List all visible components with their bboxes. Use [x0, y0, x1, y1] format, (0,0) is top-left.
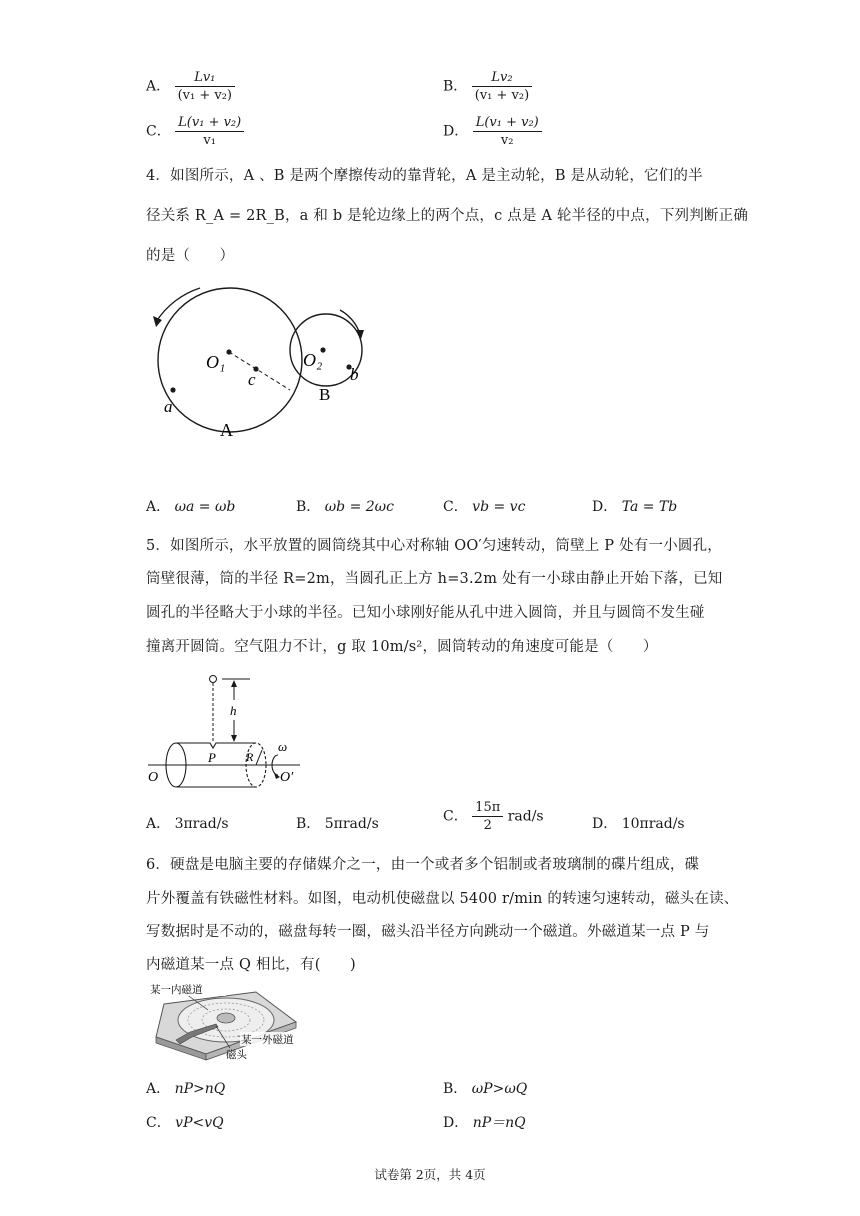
q6-option-a: A． nP>nQ — [146, 1081, 226, 1097]
q5-line3: 圆孔的半径略大于小球的半径。已知小球刚好能从孔中进入圆筒，并且与圆筒不发生碰 — [146, 605, 705, 621]
q6-line3: 写数据时是不动的，磁盘每转一圈，磁头沿半径方向跳动一个磁道。外磁道某一点 P 与 — [146, 924, 710, 940]
label-h: h — [230, 703, 237, 718]
ball — [210, 676, 217, 683]
q4-option-d: D． Ta = Tb — [592, 499, 678, 515]
rotation-arrow-a — [156, 288, 200, 322]
page-footer: 试卷第 2页，共 4页 — [374, 1167, 486, 1182]
q6-line2: 片外覆盖有铁磁性材料。如图，电动机使磁盘以 5400 r/min 的转速匀速转动，磁头在读、 — [146, 891, 739, 907]
q4-option-a: A． ωa = ωb — [146, 499, 236, 515]
label-o1: O₁ — [206, 352, 226, 372]
label-p: P — [208, 750, 216, 765]
q6-option-d: D． nP＝nQ — [443, 1115, 526, 1131]
q3-option-b: B． $\frac{\text{Lv₂}}{\text{(v₁ + v₂)}}$ — [443, 70, 532, 103]
q6-line4: 内磁道某一点 Q 相比，有( ) — [146, 957, 356, 973]
q5-cylinder-figure — [140, 670, 310, 795]
q6-harddisk-figure — [146, 982, 306, 1062]
h-arrow-up-head — [231, 680, 237, 687]
point-a — [170, 387, 175, 392]
label-a: a — [164, 397, 173, 416]
q4-line3: 的是（ ） — [146, 248, 235, 264]
q3-option-c: C． $\frac{\text{L(v₁ + v₂)}}{\text{v₁}}$ — [146, 115, 244, 148]
spindle — [217, 1013, 235, 1023]
q6-option-b: B． ωP>ωQ — [443, 1081, 528, 1097]
label-c: c — [248, 370, 256, 389]
q5-option-c: C． $\frac{15\pi}{2}$ rad/s — [443, 800, 544, 833]
label-o2: O₂ — [303, 350, 323, 370]
h-arrow-down-head — [231, 735, 237, 742]
label-outer-track: 某一外磁道 — [241, 1034, 294, 1046]
label-omega: ω — [278, 739, 288, 754]
q3-option-d: D． $\frac{\text{L(v₁ + v₂)}}{\text{v₂}}$ — [443, 115, 542, 148]
label-head: 磁头 — [226, 1049, 247, 1061]
wheel-a — [158, 288, 302, 432]
q5-line2: 筒壁很薄，筒的半径 R=2m，当圆孔正上方 h=3.2m 处有一小球由静止开始下落，已知 — [146, 571, 723, 587]
label-b: b — [350, 365, 359, 384]
label-wheel-b: B — [319, 385, 331, 404]
label-o: O — [148, 770, 159, 785]
cylinder-top-edge — [176, 743, 256, 748]
q4-line2: 径关系 R_A = 2R_B，a 和 b 是轮边缘上的两个点，c 点是 A 轮半径的中点，下列判断正确 — [146, 208, 749, 224]
label-r: R — [246, 750, 254, 764]
q4-option-b: B． ωb = 2ωc — [296, 499, 394, 515]
q3-option-a: A． $\frac{\text{Lv₁}}{\text{(v₁ + v₂)}}$ — [146, 70, 235, 103]
q5-option-a: A． 3πrad/s — [146, 816, 229, 832]
radius-dashed — [229, 352, 290, 390]
radius-line — [256, 750, 262, 765]
q4-wheel-figure — [140, 278, 380, 448]
label-wheel-a: A — [220, 420, 233, 440]
q4-option-c: C． vb = vc — [443, 499, 526, 515]
q4-line1: 4．如图所示，A 、B 是两个摩擦传动的靠背轮，A 是主动轮，B 是从动轮，它们的半 — [146, 168, 703, 184]
q6-option-c: C． vP<vQ — [146, 1115, 224, 1131]
q5-option-d: D． 10πrad/s — [592, 816, 685, 832]
label-inner-track: 某一内磁道 — [150, 984, 203, 996]
q5-option-b: B． 5πrad/s — [296, 816, 379, 832]
q6-line1: 6．硬盘是电脑主要的存储媒介之一，由一个或者多个铝制或者玻璃制的碟片组成，碟 — [146, 857, 700, 873]
q5-line4: 撞离开圆筒。空气阻力不计，g 取 10m/s²，圆筒转动的角速度可能是（ ） — [146, 639, 658, 655]
q5-line1: 5．如图所示，水平放置的圆筒绕其中心对称轴 OO′匀速转动，筒壁上 P 处有一小圆孔， — [146, 538, 722, 554]
arrow-head-a — [153, 316, 162, 327]
label-o-prime: O′ — [280, 770, 294, 785]
